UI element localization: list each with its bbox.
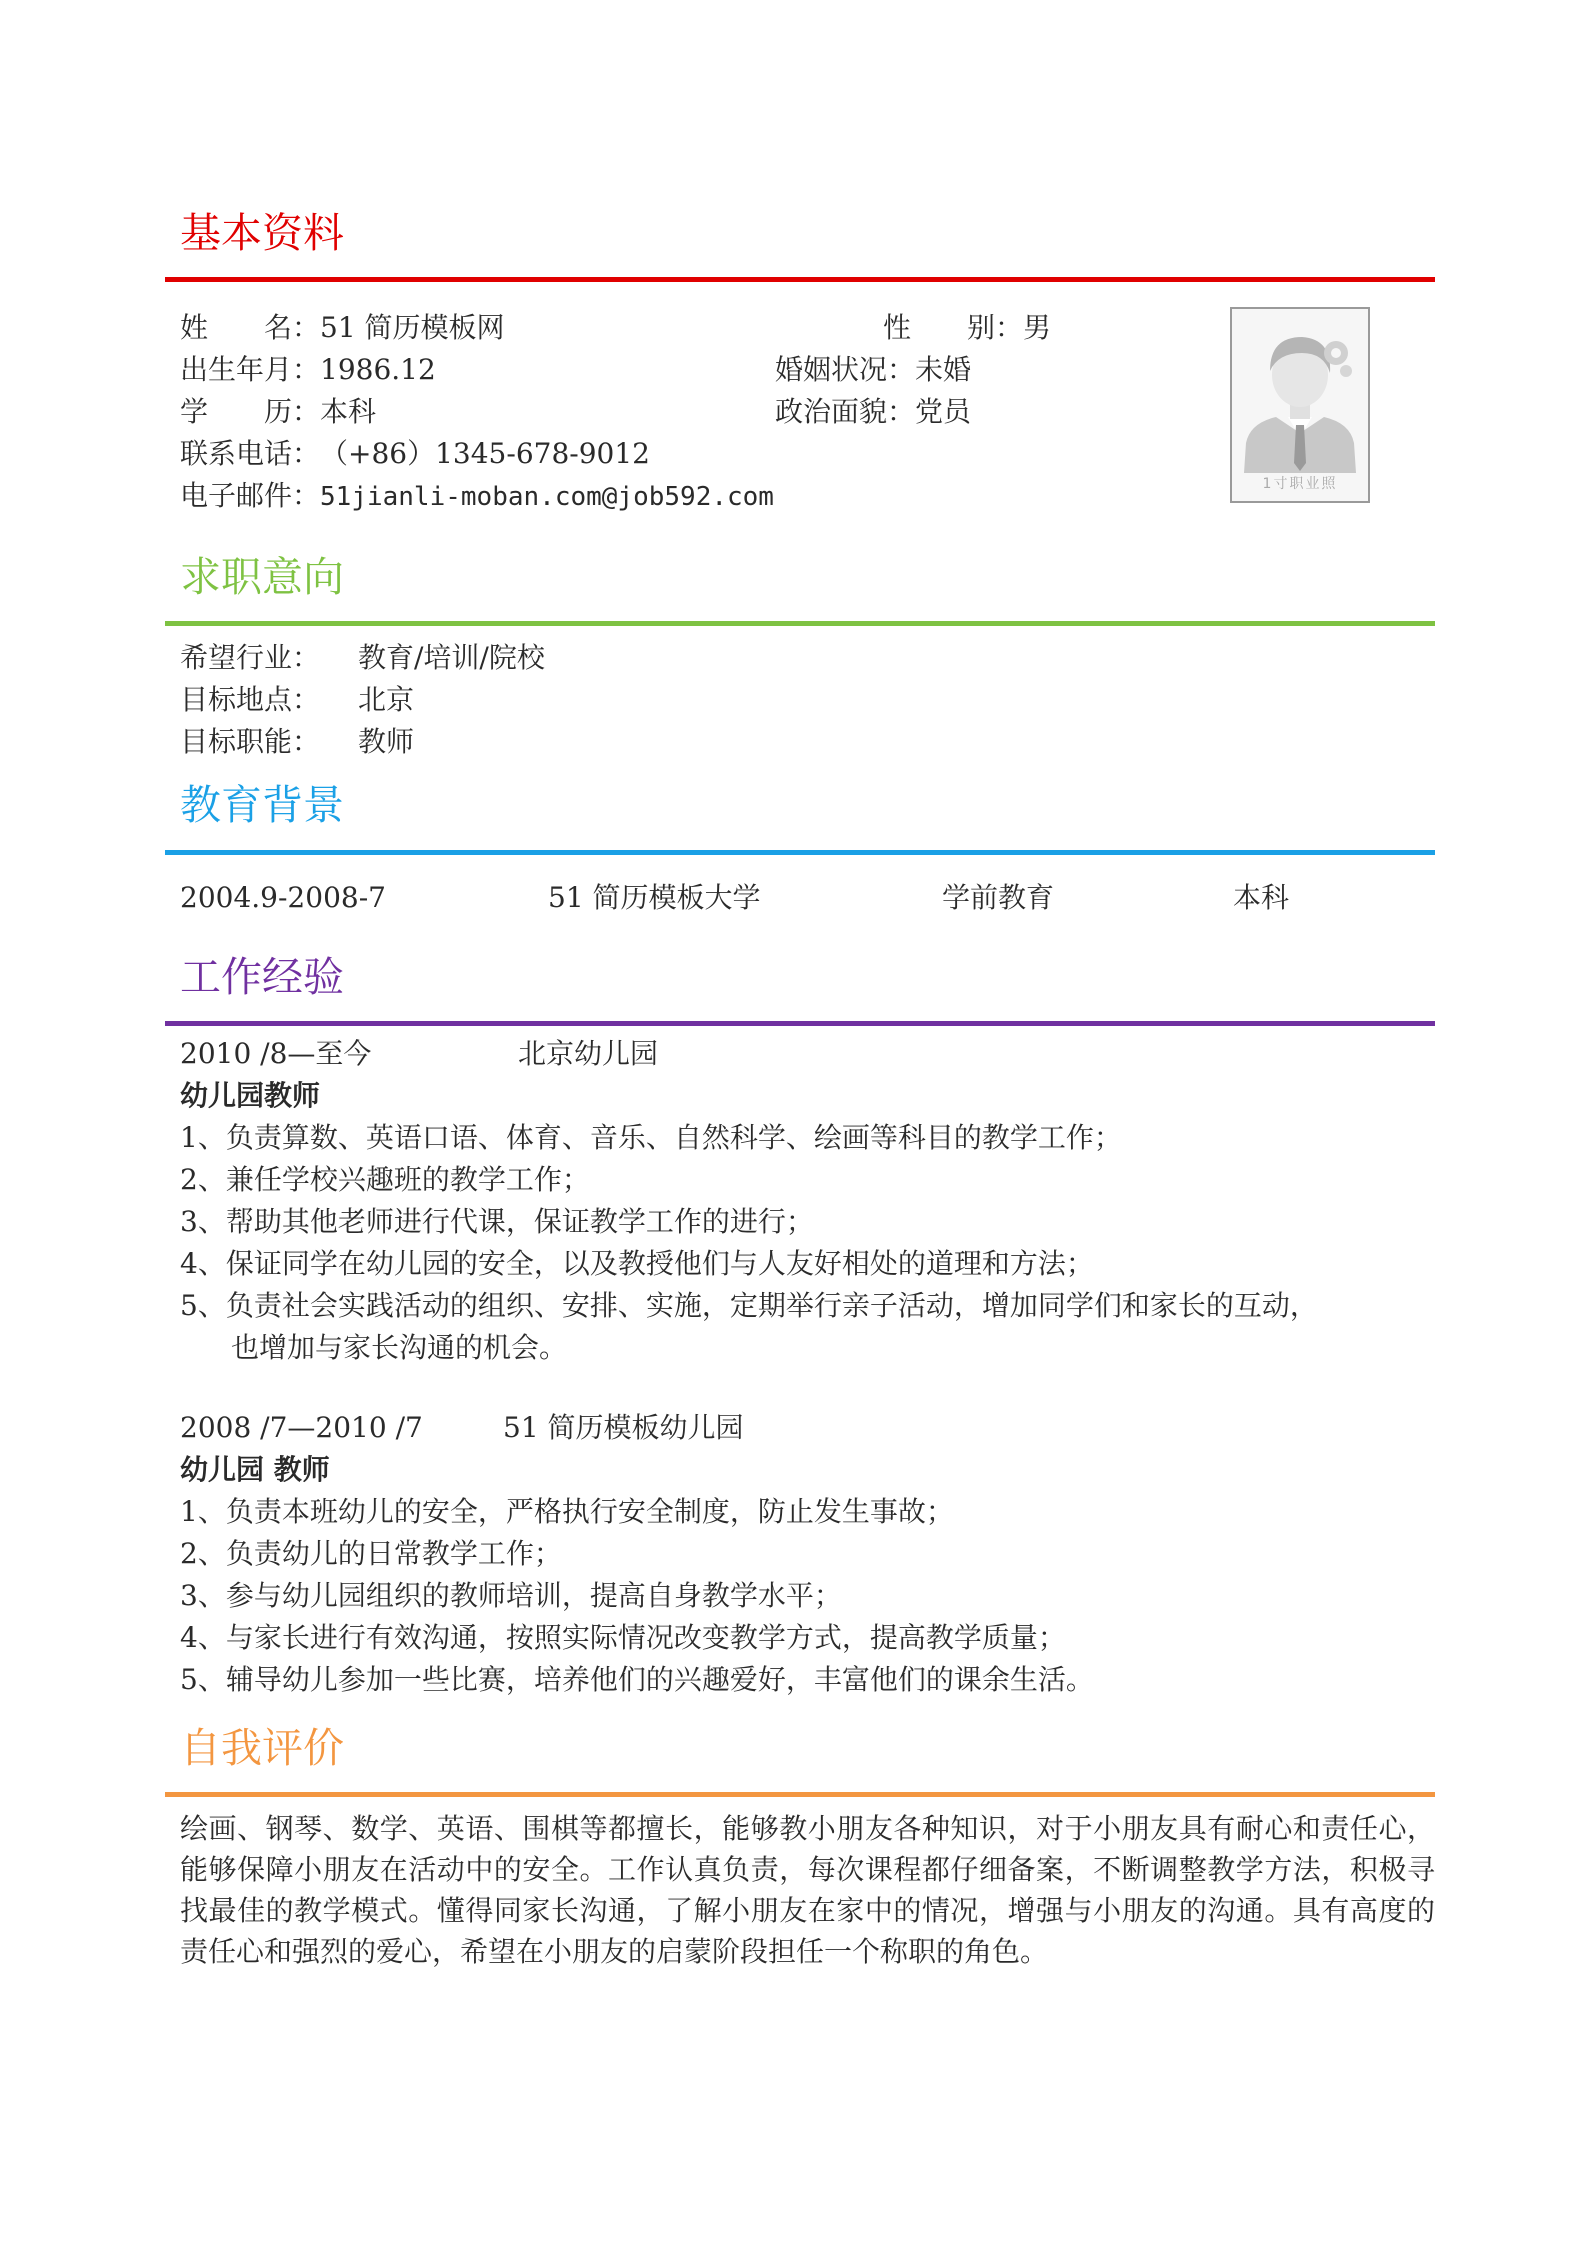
location-value: 北京 bbox=[358, 683, 415, 716]
section-title-self: 自我评价 bbox=[180, 1724, 344, 1772]
person-placeholder-icon bbox=[1232, 313, 1368, 473]
photo-caption: 1寸职业照 bbox=[1262, 476, 1338, 492]
section-rule-intent bbox=[165, 621, 1435, 626]
education-period: 2004.9-2008-7 bbox=[180, 881, 386, 914]
job-1-duty: 5、负责社会实践活动的组织、安排、实施，定期举行亲子活动，增加同学们和家长的互动， bbox=[180, 1289, 1318, 1322]
position-row bbox=[180, 722, 414, 762]
degree-row bbox=[180, 392, 376, 432]
email-label: 电子邮件： bbox=[180, 479, 321, 512]
industry-row bbox=[180, 638, 545, 678]
job-1-duty: 2、兼任学校兴趣班的教学工作； bbox=[180, 1163, 590, 1196]
job-1-period: 2010 /8—至今 bbox=[180, 1037, 372, 1070]
section-title-basic: 基本资料 bbox=[180, 209, 344, 257]
phone-row bbox=[180, 434, 650, 474]
name-value: 51 简历模板网 bbox=[320, 311, 505, 344]
job-2-duty: 1、负责本班幼儿的安全，严格执行安全制度，防止发生事故； bbox=[180, 1495, 954, 1528]
marital-value: 未婚 bbox=[915, 353, 972, 386]
job-1-role: 幼儿园教师 bbox=[180, 1079, 321, 1112]
profile-photo bbox=[1230, 307, 1370, 503]
education-school: 51 简历模板大学 bbox=[548, 881, 761, 914]
phone-value: （+86）1345-678-9012 bbox=[320, 437, 650, 470]
job-1-duty: 3、帮助其他老师进行代课，保证教学工作的进行； bbox=[180, 1205, 814, 1238]
phone-label: 联系电话： bbox=[180, 437, 321, 470]
birth-value: 1986.12 bbox=[320, 353, 436, 386]
section-title-work: 工作经验 bbox=[180, 953, 344, 1001]
section-rule-self bbox=[165, 1792, 1435, 1797]
self-evaluation-text: 绘画、钢琴、数学、英语、围棋等都擅长，能够教小朋友各种知识，对于小朋友具有耐心和责任心，能够保障小朋友在活动中的安全。工作认真负责，每次课程都仔细备案，不断调整教学方法，积极寻找最佳的教学模式。懂得同家长沟通，了解小朋友在家中的情况，增强与小朋友的沟通。具有高度的责任心和强烈的爱心，希望在小朋友的启蒙阶段担任一个称职的角色。 bbox=[180, 1812, 1435, 1968]
job-2-duty: 3、参与幼儿园组织的教师培训，提高自身教学水平； bbox=[180, 1579, 842, 1612]
gender-label: 性 别： bbox=[883, 311, 1024, 344]
degree-value: 本科 bbox=[320, 395, 377, 428]
job-2-duty: 5、辅导幼儿参加一些比赛，培养他们的兴趣爱好，丰富他们的课余生活。 bbox=[180, 1663, 1094, 1696]
email-value: 51jianli-moban.com@job592.com bbox=[320, 482, 774, 512]
name-label: 姓 名： bbox=[180, 311, 321, 344]
section-rule-basic bbox=[165, 277, 1435, 282]
email-row bbox=[180, 476, 774, 517]
section-title-education: 教育背景 bbox=[180, 781, 344, 829]
education-degree: 本科 bbox=[1233, 881, 1290, 914]
section-rule-education bbox=[165, 850, 1435, 855]
section-title-intent: 求职意向 bbox=[180, 553, 344, 601]
job-2-duty: 2、负责幼儿的日常教学工作； bbox=[180, 1537, 562, 1570]
job-1-company: 北京幼儿园 bbox=[518, 1037, 659, 1070]
position-value: 教师 bbox=[358, 725, 415, 758]
location-label: 目标地点： bbox=[180, 683, 321, 716]
section-rule-work bbox=[165, 1021, 1435, 1026]
birth-row bbox=[180, 350, 436, 390]
education-major: 学前教育 bbox=[942, 881, 1055, 914]
job-2-duty: 4、与家长进行有效沟通，按照实际情况改变教学方式，提高教学质量； bbox=[180, 1621, 1066, 1654]
location-row bbox=[180, 680, 414, 720]
job-1-duty: 1、负责算数、英语口语、体育、音乐、自然科学、绘画等科目的教学工作； bbox=[180, 1121, 1122, 1154]
degree-label: 学 历： bbox=[180, 395, 321, 428]
industry-label: 希望行业： bbox=[180, 641, 321, 674]
gender-value: 男 bbox=[1023, 311, 1052, 344]
marital-row bbox=[775, 350, 971, 390]
industry-value: 教育/培训/院校 bbox=[358, 641, 545, 674]
job-2-role: 幼儿园 教师 bbox=[180, 1453, 330, 1486]
job-1-duty-continued: 也增加与家长沟通的机会。 bbox=[231, 1331, 568, 1364]
position-label: 目标职能： bbox=[180, 725, 321, 758]
political-row bbox=[775, 392, 971, 432]
marital-label: 婚姻状况： bbox=[775, 353, 916, 386]
job-1-duty: 4、保证同学在幼儿园的安全，以及教授他们与人友好相处的道理和方法； bbox=[180, 1247, 1094, 1280]
job-2-period: 2008 /7—2010 /7 bbox=[180, 1411, 423, 1444]
political-label: 政治面貌： bbox=[775, 395, 916, 428]
birth-label: 出生年月： bbox=[180, 353, 321, 386]
gender-row bbox=[883, 308, 1051, 348]
job-2-company: 51 简历模板幼儿园 bbox=[503, 1411, 744, 1444]
political-value: 党员 bbox=[915, 395, 972, 428]
name-row bbox=[180, 308, 505, 348]
